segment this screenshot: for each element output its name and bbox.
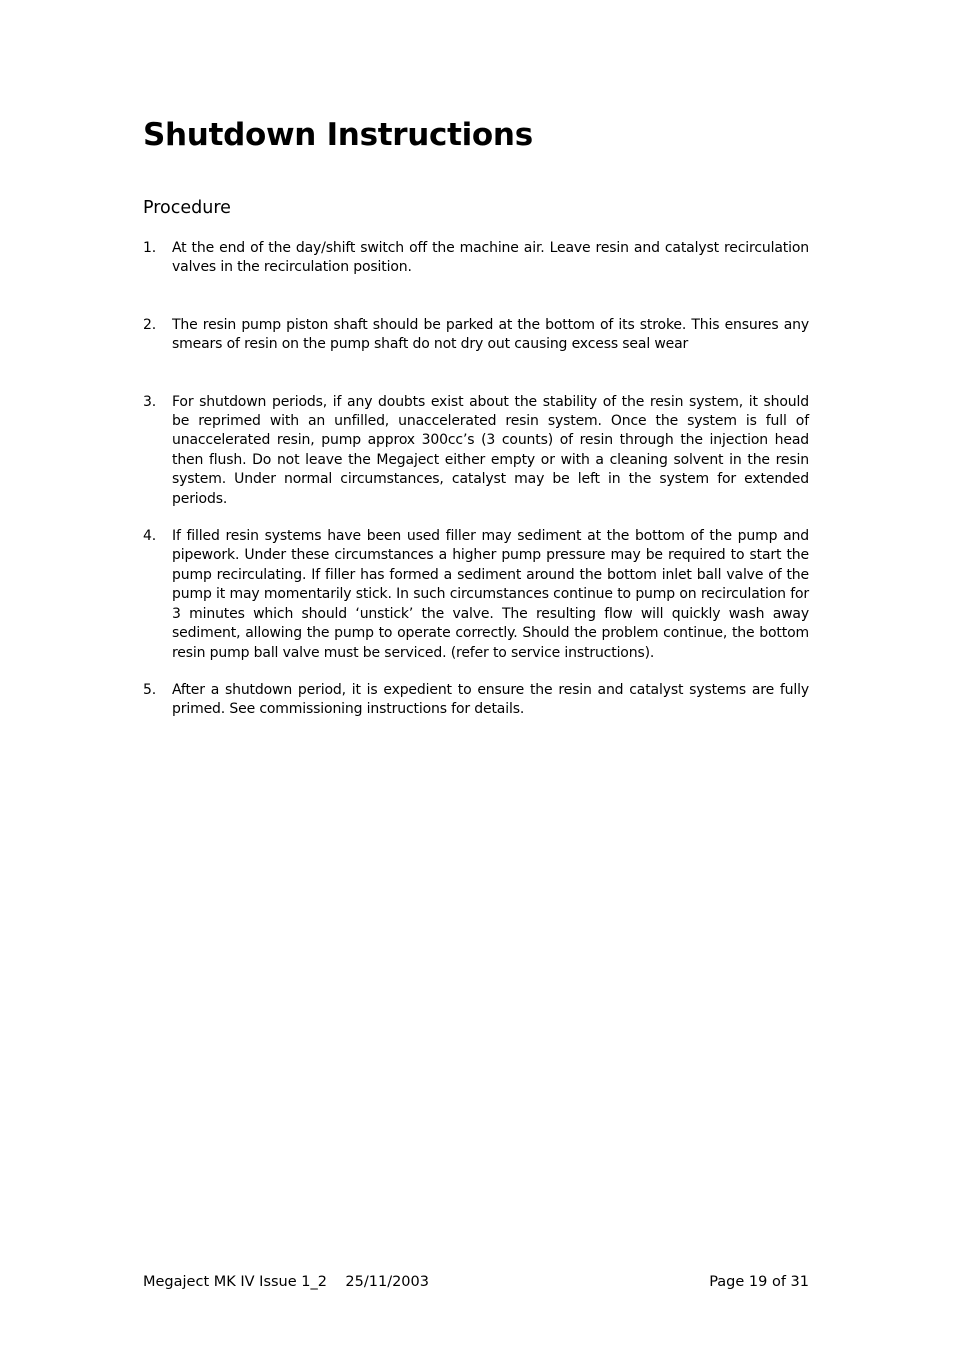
step-text: The resin pump piston shaft should be parked at the bottom of its stroke. This ensures any smears of resin on the pump shaft do not dry out causing excess seal wear — [172, 316, 809, 353]
step-number: 5. — [143, 681, 157, 698]
footer-page-number: Page 19 of 31 — [709, 1274, 809, 1290]
step-number: 1. — [143, 240, 157, 256]
procedure-step-4 — [143, 527, 809, 663]
step-text: After a shutdown period, it is expedient to ensure the resin and catalyst systems are fully primed. See commissioning instructions for details. — [172, 681, 809, 718]
step-text: If filled resin systems have been used filler may sediment at the bottom of the pump and pipework. Under these circumstances a higher pump pressure may be required to start the pump recirculating. If filler has formed a sediment around the bottom inlet ball valve of the pump it may momentarily stick. In such circumstances continue to pump on recirculation for 3 minutes which should ‘unstick’ the valve. The resulting flow will quickly wash away sediment, allowing the pump to operate correctly. Should the problem continue, the bottom resin pump ball valve must be serviced. (refer to service instructions). — [172, 528, 809, 661]
step-number: 4. — [143, 528, 157, 545]
section-heading-procedure: Procedure — [143, 198, 231, 218]
step-number: 3. — [143, 393, 157, 410]
procedure-steps-list — [143, 239, 809, 720]
procedure-step-3 — [143, 393, 809, 509]
procedure-step-2 — [143, 316, 809, 355]
procedure-step-1 — [143, 239, 809, 278]
step-text: At the end of the day/shift switch off the machine air. Leave resin and catalyst recirculation valves in the recirculation position. — [172, 240, 809, 276]
step-number: 2. — [143, 316, 157, 333]
procedure-step-5 — [143, 681, 809, 720]
footer-document-info: Megaject MK IV Issue 1_2 25/11/2003 — [143, 1274, 429, 1290]
page-title: Shutdown Instructions — [143, 117, 533, 153]
step-text: For shutdown periods, if any doubts exist about the stability of the resin system, it should be reprimed with an unfilled, unaccelerated resin system. Once the system is full of unaccelerated resin, pump approx 300cc’s (3 counts) of resin through the injection head then flush. Do not leave the Megaject either empty or with a cleaning solvent in the resin system. Under normal circumstances, catalyst may be left in the system for extended periods. — [172, 393, 809, 507]
